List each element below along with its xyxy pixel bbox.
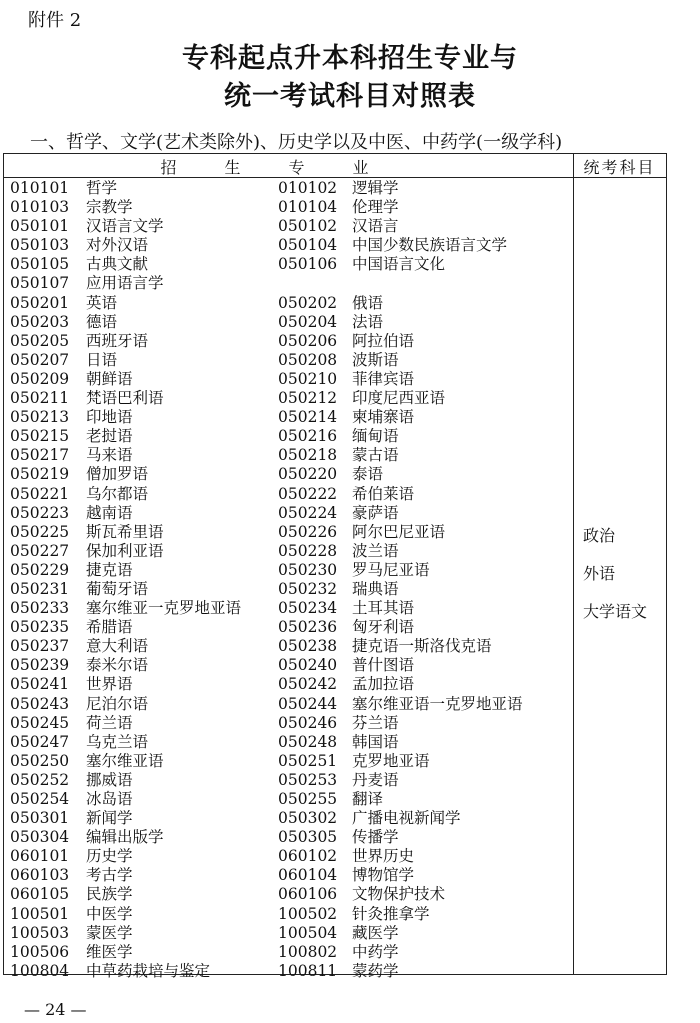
major-code: 050254 (10, 790, 70, 808)
major-name: 葡萄牙语 (86, 579, 149, 598)
major-name: 菲律宾语 (352, 369, 415, 388)
major-code: 050102 (278, 217, 338, 236)
major-code: 050255 (278, 790, 338, 808)
table-row (10, 408, 570, 427)
table-row (10, 847, 570, 866)
major-name: 捷克语 (86, 560, 133, 579)
major-code: 010104 (278, 198, 338, 217)
major-code: 050202 (278, 293, 338, 312)
major-code: 010102 (278, 179, 338, 197)
table-row (10, 771, 570, 790)
major-code: 050220 (278, 465, 338, 484)
major-code: 060104 (278, 866, 338, 885)
major-code: 050219 (10, 465, 70, 484)
major-name: 民族学 (86, 885, 133, 904)
major-name: 蒙医学 (86, 923, 133, 942)
major-code: 100802 (278, 942, 338, 961)
major-code: 060101 (10, 847, 70, 866)
major-name: 阿尔巴尼亚语 (352, 522, 446, 541)
major-code: 050221 (10, 484, 70, 503)
major-code: 100502 (278, 904, 338, 923)
table-row (10, 924, 570, 943)
major-code: 050244 (278, 694, 338, 713)
major-code: 050239 (10, 656, 70, 675)
major-name: 波斯语 (352, 350, 399, 369)
table-row (10, 523, 570, 542)
major-code: 050225 (10, 522, 70, 541)
table-row (10, 370, 570, 389)
major-name: 文物保护技术 (352, 885, 446, 904)
major-code: 050212 (278, 389, 338, 408)
exam-subject: 政治 (583, 526, 616, 545)
major-name: 藏医学 (352, 923, 399, 942)
major-name: 尼泊尔语 (86, 694, 149, 713)
major-code: 050203 (10, 312, 70, 331)
major-code: 050206 (278, 331, 338, 350)
major-code: 050228 (278, 541, 338, 560)
major-name: 广播电视新闻学 (352, 809, 461, 828)
major-name: 乌克兰语 (86, 732, 149, 751)
major-name: 芬兰语 (352, 713, 399, 732)
major-name: 孟加拉语 (352, 675, 415, 694)
major-name: 希伯莱语 (352, 484, 415, 503)
major-code: 050253 (278, 770, 338, 789)
major-code: 050233 (10, 599, 70, 618)
major-code: 050251 (278, 751, 338, 770)
major-code: 050245 (10, 713, 70, 732)
major-name: 逻辑学 (352, 179, 399, 197)
major-name: 宗教学 (86, 198, 133, 217)
major-name: 中药学 (352, 942, 399, 961)
table-row (10, 828, 570, 847)
major-code: 050304 (10, 828, 70, 847)
major-code: 050301 (10, 809, 70, 828)
major-code: 100811 (278, 961, 338, 980)
major-name: 阿拉伯语 (352, 331, 415, 350)
major-name: 法语 (352, 312, 384, 331)
major-name: 历史学 (86, 847, 133, 866)
major-name: 编辑出版学 (86, 828, 164, 847)
major-code: 050252 (10, 770, 70, 789)
major-name: 冰岛语 (86, 790, 133, 808)
major-name: 汉语言 (352, 217, 399, 236)
table-row (10, 351, 570, 370)
table-row (10, 504, 570, 523)
table-row (10, 313, 570, 332)
table-row (10, 255, 570, 274)
major-name: 俄语 (352, 293, 384, 312)
major-code: 050216 (278, 427, 338, 446)
major-name: 柬埔寨语 (352, 408, 415, 427)
table-row (10, 905, 570, 924)
major-name: 中国语言文化 (352, 255, 446, 274)
major-code: 050237 (10, 637, 70, 656)
major-name: 对外汉语 (86, 236, 149, 255)
major-name: 匈牙利语 (352, 618, 415, 637)
table-row (10, 332, 570, 351)
majors-table (3, 153, 667, 980)
major-code: 100506 (10, 942, 70, 961)
table-row (10, 236, 570, 255)
major-name: 丹麦语 (352, 770, 399, 789)
table-row (10, 580, 570, 599)
major-code: 050214 (278, 408, 338, 427)
table-row (10, 198, 570, 217)
major-code: 050107 (10, 274, 70, 293)
major-name: 泰语 (352, 465, 384, 484)
table-row (10, 656, 570, 675)
major-code: 050226 (278, 522, 338, 541)
table-row (10, 217, 570, 236)
major-code: 050230 (278, 560, 338, 579)
major-name: 塞尔维亚一克罗地亚语 (86, 599, 242, 618)
table-row (10, 485, 570, 504)
major-code: 050224 (278, 503, 338, 522)
major-name: 翻译 (352, 790, 384, 808)
table-row (10, 465, 570, 484)
major-code: 050101 (10, 217, 70, 236)
table-row (10, 866, 570, 885)
major-code: 050243 (10, 694, 70, 713)
major-code: 050242 (278, 675, 338, 694)
major-name: 维医学 (86, 942, 133, 961)
major-name: 克罗地亚语 (352, 751, 430, 770)
major-code: 060105 (10, 885, 70, 904)
major-name: 朝鲜语 (86, 369, 133, 388)
exam-subjects-list (583, 522, 647, 636)
major-code: 050302 (278, 809, 338, 828)
major-name: 印地语 (86, 408, 133, 427)
major-code: 050217 (10, 446, 70, 465)
major-name: 韩国语 (352, 732, 399, 751)
table-row (10, 637, 570, 656)
major-name: 泰米尔语 (86, 656, 149, 675)
major-code: 050204 (278, 312, 338, 331)
major-code: 050213 (10, 408, 70, 427)
major-code: 050211 (10, 389, 70, 408)
major-code: 050209 (10, 369, 70, 388)
major-name: 考古学 (86, 866, 133, 885)
attachment-label: 附件 2 (28, 10, 82, 31)
table-row (10, 962, 570, 981)
major-code: 100804 (10, 961, 70, 980)
major-code: 060102 (278, 847, 338, 866)
major-name: 老挝语 (86, 427, 133, 446)
major-code: 050250 (10, 751, 70, 770)
major-name: 古典文献 (86, 255, 149, 274)
exam-subject: 外语 (583, 564, 616, 583)
page-number: — 24 — (24, 1000, 87, 1019)
major-name: 伦理学 (352, 198, 399, 217)
table-row (10, 675, 570, 694)
major-code: 050215 (10, 427, 70, 446)
major-code: 050305 (278, 828, 338, 847)
major-name: 僧加罗语 (86, 465, 149, 484)
table-row (10, 752, 570, 771)
major-code: 050201 (10, 293, 70, 312)
major-name: 捷克语一斯洛伐克语 (352, 637, 492, 656)
major-name: 荷兰语 (86, 713, 133, 732)
major-name: 中国少数民族语言文学 (352, 236, 508, 255)
major-name: 蒙药学 (352, 961, 399, 980)
major-name: 中草药栽培与鉴定 (86, 961, 211, 980)
table-row (10, 389, 570, 408)
section-heading: 一、哲学、文学(艺术类除外)、历史学以及中医、中药学(一级学科) (30, 132, 563, 153)
major-name: 梵语巴利语 (86, 389, 164, 408)
major-code: 050246 (278, 713, 338, 732)
major-name: 博物馆学 (352, 866, 415, 885)
major-name: 罗马尼亚语 (352, 560, 430, 579)
major-code: 050227 (10, 541, 70, 560)
major-code: 050240 (278, 656, 338, 675)
major-code: 100501 (10, 904, 70, 923)
majors-list (10, 179, 570, 981)
major-name: 哲学 (86, 179, 118, 197)
table-row (10, 542, 570, 561)
major-name: 蒙古语 (352, 446, 399, 465)
major-code: 050232 (278, 579, 338, 598)
major-name: 土耳其语 (352, 599, 415, 618)
exam-subject: 大学语文 (583, 602, 648, 621)
major-name: 保加利亚语 (86, 541, 164, 560)
major-name: 英语 (86, 293, 118, 312)
major-code: 100504 (278, 923, 338, 942)
major-name: 日语 (86, 350, 118, 369)
major-name: 瑞典语 (352, 579, 399, 598)
table-row (10, 294, 570, 313)
major-name: 德语 (86, 312, 118, 331)
table-row (10, 943, 570, 962)
major-code: 050103 (10, 236, 70, 255)
major-code: 060106 (278, 885, 338, 904)
table-row (10, 714, 570, 733)
major-code: 050247 (10, 732, 70, 751)
table-row (10, 446, 570, 465)
header-exam-subjects: 统考科目 (583, 158, 656, 177)
major-code: 050223 (10, 503, 70, 522)
major-name: 印度尼西亚语 (352, 389, 446, 408)
major-code: 050222 (278, 484, 338, 503)
table-row (10, 179, 570, 198)
page-title-line-2: 统一考试科目对照表 (224, 81, 476, 112)
major-code: 050218 (278, 446, 338, 465)
table-row (10, 733, 570, 752)
major-name: 应用语言学 (86, 274, 164, 293)
table-row (10, 427, 570, 446)
major-code: 060103 (10, 866, 70, 885)
table-row (10, 885, 570, 904)
major-name: 马来语 (86, 446, 133, 465)
major-code: 050207 (10, 350, 70, 369)
major-name: 传播学 (352, 828, 399, 847)
major-name: 缅甸语 (352, 427, 399, 446)
table-row (10, 790, 570, 809)
major-name: 西班牙语 (86, 331, 149, 350)
major-name: 世界语 (86, 675, 133, 694)
major-name: 中医学 (86, 904, 133, 923)
major-code: 050241 (10, 675, 70, 694)
table-row (10, 561, 570, 580)
table-row (10, 618, 570, 637)
table-row (10, 274, 570, 293)
table-row (10, 809, 570, 828)
major-code: 050248 (278, 732, 338, 751)
major-code: 050229 (10, 560, 70, 579)
major-code: 050105 (10, 255, 70, 274)
major-name: 越南语 (86, 503, 133, 522)
header-majors: 招生专业 (160, 158, 417, 177)
major-name: 豪萨语 (352, 503, 399, 522)
major-code: 050236 (278, 618, 338, 637)
page-title-line-1: 专科起点升本科招生专业与 (182, 43, 518, 74)
table-row (10, 599, 570, 618)
column-divider (573, 154, 574, 974)
major-name: 普什图语 (352, 656, 415, 675)
major-code: 050208 (278, 350, 338, 369)
major-name: 新闻学 (86, 809, 133, 828)
major-code: 010103 (10, 198, 70, 217)
major-code: 050205 (10, 331, 70, 350)
major-name: 汉语言文学 (86, 217, 164, 236)
major-code: 050210 (278, 369, 338, 388)
major-code: 050234 (278, 599, 338, 618)
major-code: 050231 (10, 579, 70, 598)
major-name: 针灸推拿学 (352, 904, 430, 923)
major-name: 希腊语 (86, 618, 133, 637)
major-name: 挪威语 (86, 770, 133, 789)
major-name: 塞尔维亚语 (86, 751, 164, 770)
major-name: 斯瓦希里语 (86, 522, 164, 541)
major-code: 050104 (278, 236, 338, 255)
major-name: 波兰语 (352, 541, 399, 560)
major-code: 050106 (278, 255, 338, 274)
major-code: 050238 (278, 637, 338, 656)
major-name: 意大利语 (86, 637, 149, 656)
major-code: 050235 (10, 618, 70, 637)
table-row (10, 695, 570, 714)
major-name: 世界历史 (352, 847, 415, 866)
major-name: 塞尔维亚语一克罗地亚语 (352, 694, 523, 713)
major-code: 010101 (10, 179, 70, 197)
major-code: 100503 (10, 923, 70, 942)
major-name: 乌尔都语 (86, 484, 149, 503)
